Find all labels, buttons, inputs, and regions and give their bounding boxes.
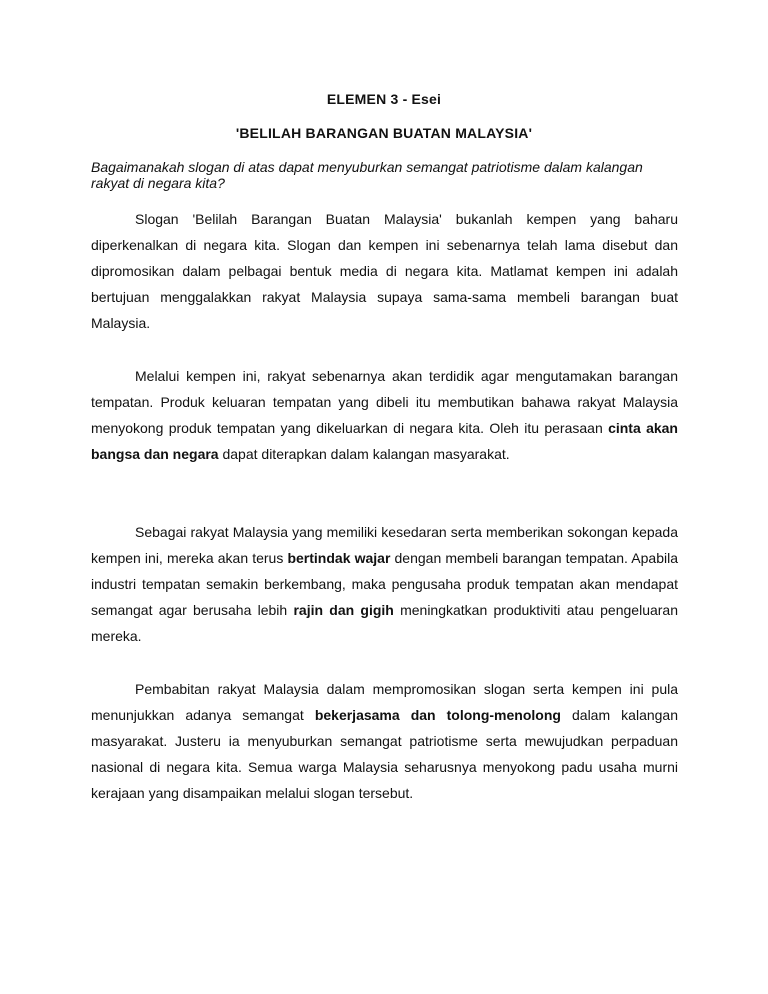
paragraph-4 — [91, 676, 678, 806]
paragraph-2-text-start: Melalui kempen ini, rakyat sebenarnya akan terdidik agar mengutamakan barangan tempatan. Produk keluaran tempatan yang dibeli itu membutikan bahawa rakyat Malaysia menyokong produk tempatan yang dikeluarkan di negara kita. Oleh itu perasaan — [91, 368, 678, 436]
paragraph-3-emphasis-2: rajin dan gigih — [293, 602, 394, 618]
paragraph-3 — [91, 519, 678, 649]
paragraph-3-emphasis-1: bertindak wajar — [287, 550, 391, 566]
paragraph-2-emphasis: cinta akan bangsa dan negara — [91, 420, 678, 462]
paragraph-4-text-start: Pembabitan rakyat Malaysia dalam mempromosikan slogan serta kempen ini pula menunjukkan adanya semangat — [91, 681, 678, 723]
paragraph-3-text-middle: dengan membeli barangan tempatan. Apabila industri tempatan semakin berkembang, maka pengusaha produk tempatan akan mendapat semangat agar berusaha lebih — [91, 550, 678, 618]
essay-question: Bagaimanakah slogan di atas dapat menyuburkan semangat patriotisme dalam kalangan rakyat di negara kita? — [91, 159, 643, 191]
paragraph-1 — [91, 206, 678, 336]
paragraph-1-text: Slogan 'Belilah Barangan Buatan Malaysia' bukanlah kempen yang baharu diperkenalkan di negara kita. Slogan dan kempen ini sebenarnya telah lama disebut dan dipromosikan dalam pelbagai bentuk media di negara kita. Matlamat kempen ini adalah bertujuan menggalakkan rakyat Malaysia supaya sama-sama membeli barangan buat Malaysia. — [91, 211, 678, 331]
paragraph-4-emphasis: bekerjasama dan tolong-menolong — [314, 707, 561, 723]
paragraph-3-text-end: meningkatkan produktiviti atau pengeluaran mereka. — [91, 602, 678, 644]
paragraph-2-text-end: dapat diterapkan dalam kalangan masyarakat. — [218, 446, 510, 462]
section-heading: ELEMEN 3 - Esei — [326, 91, 442, 107]
paragraph-3-text-start: Sebagai rakyat Malaysia yang memiliki kesedaran serta memberikan sokongan kepada kempen ini, mereka akan terus — [91, 524, 678, 566]
paragraph-2 — [91, 363, 678, 467]
paragraph-4-text-end: dalam kalangan masyarakat. Justeru ia menyuburkan semangat patriotisme serta mewujudkan perpaduan nasional di negara kita. Semua warga Malaysia seharusnya menyokong padu usaha murni kerajaan yang disampaikan melalui slogan tersebut. — [91, 707, 678, 801]
essay-title: 'BELILAH BARANGAN BUATAN MALAYSIA' — [235, 125, 533, 141]
